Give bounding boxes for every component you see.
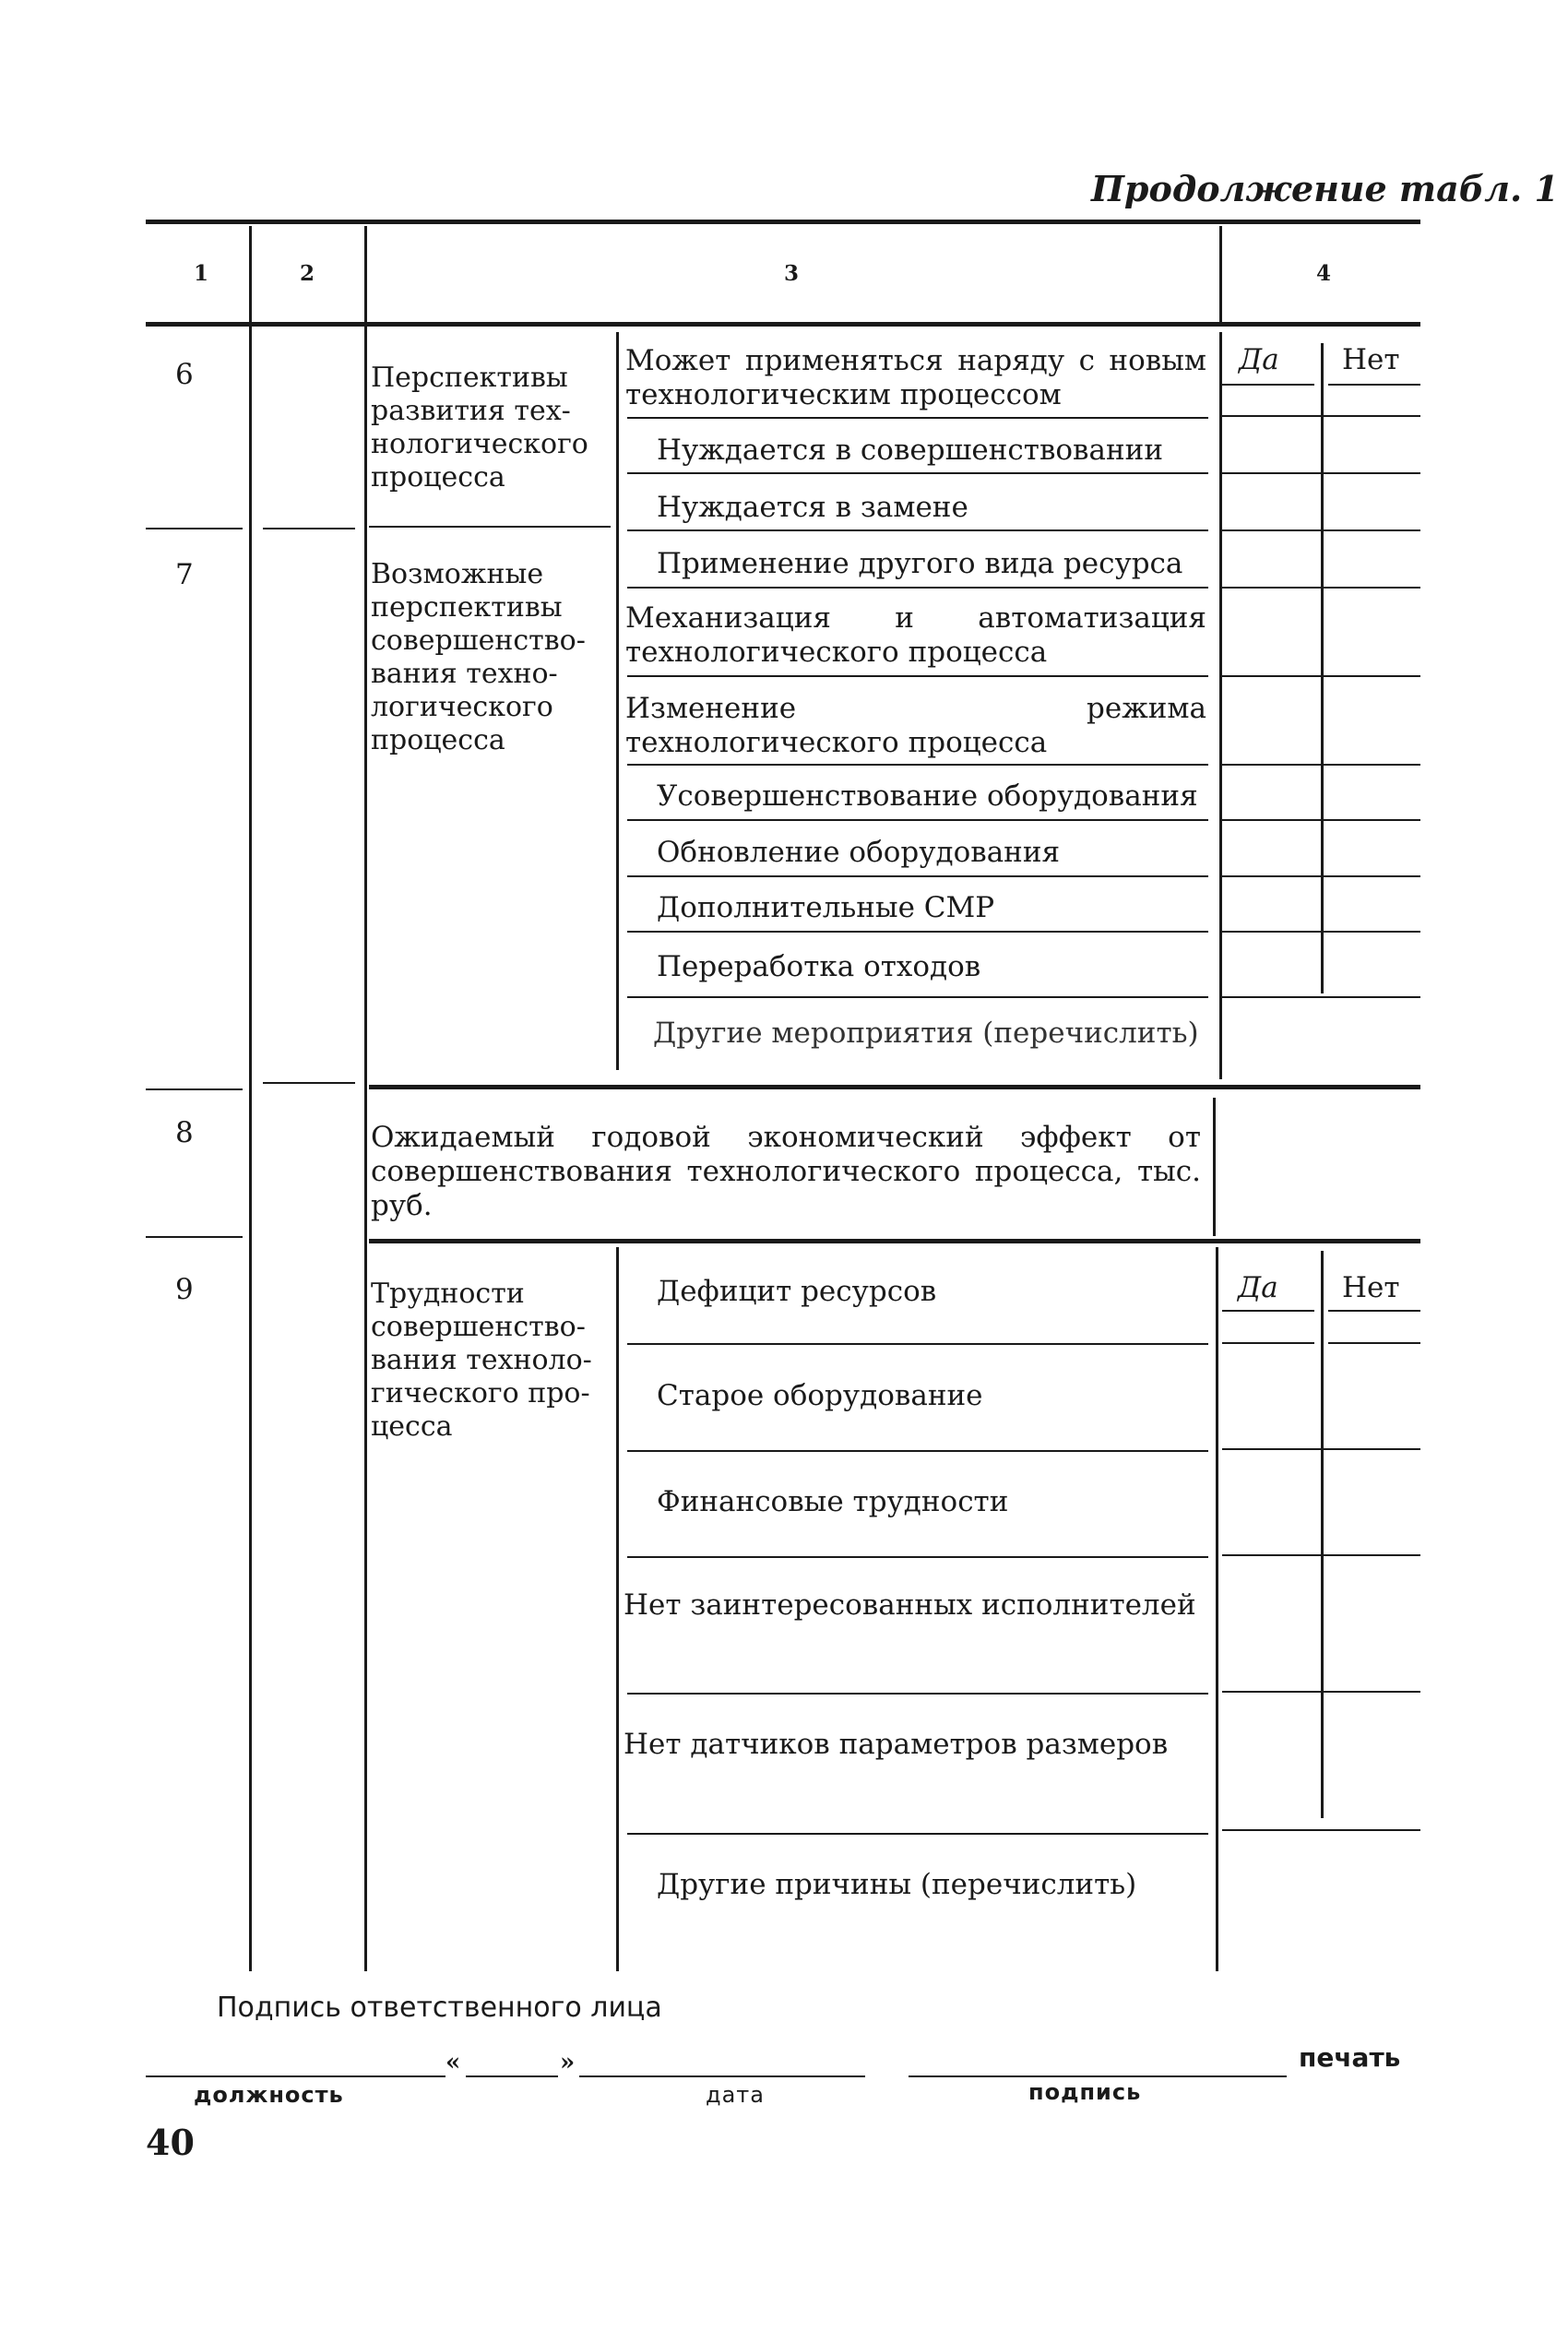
row9-yn-rule-1 bbox=[1222, 1448, 1420, 1450]
yes-no-divider-block3 bbox=[1321, 1251, 1324, 1818]
row6-item-1-rule bbox=[627, 417, 1208, 419]
row7-category: Возможные перспективы совершенство-вания техно-логического процесса bbox=[371, 558, 586, 756]
col-divider-3-4-header bbox=[1219, 226, 1222, 322]
row9-item-4: Нет заинтересованных исполнителей bbox=[624, 1588, 1196, 1622]
row9-item-2: Старое оборудование bbox=[657, 1379, 983, 1412]
position-label: должность bbox=[194, 2082, 344, 2108]
row7-yn-rule-2 bbox=[1222, 675, 1420, 677]
row6-row7-rule-col2 bbox=[263, 528, 355, 529]
row7-item-2: Механизация и автоматизация технологического процесса bbox=[625, 601, 1206, 669]
row7-row8-rule-col2 bbox=[263, 1082, 355, 1084]
row9-item-2-rule bbox=[627, 1450, 1208, 1452]
date-label: дата bbox=[706, 2082, 765, 2108]
table-caption: Продолжение табл. 1 bbox=[1091, 168, 1559, 209]
row9-yes-header: Да bbox=[1238, 1271, 1278, 1304]
row9-yn-rule-2 bbox=[1222, 1554, 1420, 1556]
row9-yn-rule-4 bbox=[1222, 1829, 1420, 1831]
row6-item-2-rule bbox=[627, 472, 1208, 474]
header-col-2: 2 bbox=[300, 261, 315, 286]
header-bottom-rule bbox=[146, 322, 1420, 327]
header-col-4: 4 bbox=[1316, 261, 1332, 286]
date-quote-open: « bbox=[445, 2049, 461, 2076]
date-quote-close: » bbox=[560, 2049, 576, 2076]
row7-item-3: Изменение режима технологического процесса bbox=[625, 692, 1206, 759]
signature-title: Подпись ответственного лица bbox=[217, 1992, 662, 2024]
subcol-divider-block1 bbox=[616, 332, 619, 1070]
sign-label: подпись bbox=[1028, 2079, 1142, 2105]
date-month-line bbox=[579, 2075, 865, 2077]
row7-item-5-rule bbox=[627, 875, 1208, 877]
col-divider-1-2 bbox=[249, 226, 252, 1971]
row7-row8-rule-main bbox=[369, 1085, 1420, 1089]
row6-yn-rule-a bbox=[1222, 384, 1314, 386]
row9-yn-rule-c bbox=[1222, 1342, 1314, 1344]
row9-item-3: Финансовые трудности bbox=[657, 1485, 1009, 1518]
row8-text: Ожидаемый годовой экономический эффект от совершенствования технологического процесса, тыс. руб. bbox=[371, 1121, 1201, 1222]
row7-yn-rule-6 bbox=[1222, 931, 1420, 933]
row9-no-header: Нет bbox=[1342, 1271, 1400, 1304]
row6-yn-rule-c bbox=[1222, 415, 1420, 417]
row9-yn-rule-b bbox=[1328, 1310, 1420, 1312]
seal-label: печать bbox=[1299, 2042, 1401, 2073]
signature-line bbox=[909, 2075, 1287, 2077]
row7-yn-rule-4 bbox=[1222, 819, 1420, 821]
header-col-1: 1 bbox=[194, 261, 209, 286]
row9-item-3-rule bbox=[627, 1556, 1208, 1558]
row7-item-6-rule bbox=[627, 931, 1208, 933]
row7-yn-rule-7 bbox=[1222, 996, 1420, 998]
row7-item-3-rule bbox=[627, 764, 1208, 766]
row6-item-2: Нуждается в совершенствовании bbox=[657, 434, 1163, 467]
row9-item-5-rule bbox=[627, 1833, 1208, 1835]
col-divider-3-4-block2 bbox=[1213, 1098, 1216, 1236]
col-divider-3-4-block1 bbox=[1219, 332, 1222, 1079]
row9-item-1: Дефицит ресурсов bbox=[657, 1275, 937, 1308]
row9-yn-rule-d bbox=[1328, 1342, 1420, 1344]
yes-no-divider-block1 bbox=[1321, 343, 1324, 993]
row9-item-4-rule bbox=[627, 1693, 1208, 1695]
date-day-line bbox=[466, 2075, 558, 2077]
col-divider-3-4-block3 bbox=[1216, 1247, 1218, 1971]
row7-item-8: Другие мероприятия (перечислить) bbox=[653, 1017, 1199, 1050]
row7-item-2-rule bbox=[627, 675, 1208, 677]
row6-yn-rule-d bbox=[1222, 472, 1420, 474]
row9-item-5: Нет датчиков параметров размеров bbox=[624, 1728, 1169, 1761]
row8-row9-rule-main bbox=[369, 1239, 1420, 1243]
row7-row8-rule-col1 bbox=[146, 1088, 243, 1090]
row9-item-6: Другие причины (перечислить) bbox=[657, 1868, 1137, 1901]
page-number: 40 bbox=[146, 2122, 195, 2163]
row-number-7: 7 bbox=[175, 558, 194, 591]
table-top-rule bbox=[146, 220, 1420, 224]
col-divider-2-3 bbox=[364, 226, 367, 1971]
row7-item-4-rule bbox=[627, 819, 1208, 821]
row-number-6: 6 bbox=[175, 358, 194, 391]
row9-yn-rule-3 bbox=[1222, 1691, 1420, 1693]
row9-yn-rule-a bbox=[1222, 1310, 1314, 1312]
row-number-9: 9 bbox=[175, 1273, 194, 1306]
row6-yn-rule-b bbox=[1328, 384, 1420, 386]
row7-yn-rule-3 bbox=[1222, 764, 1420, 766]
row6-no-header: Нет bbox=[1342, 343, 1400, 376]
row6-row7-rule-col3a bbox=[369, 526, 611, 528]
row6-row7-rule-col1 bbox=[146, 528, 243, 529]
row7-item-7-rule bbox=[627, 996, 1208, 998]
row7-item-4: Усовершенствование оборудования bbox=[657, 779, 1198, 813]
position-line bbox=[146, 2075, 445, 2077]
row6-item-3: Нуждается в замене bbox=[657, 491, 968, 524]
row8-row9-rule-col1 bbox=[146, 1236, 243, 1238]
row7-item-5: Обновление оборудования bbox=[657, 836, 1061, 869]
row6-row7-rule-col4 bbox=[1222, 529, 1420, 531]
header-col-3: 3 bbox=[784, 261, 800, 286]
subcol-divider-block3 bbox=[616, 1247, 619, 1971]
row7-yn-rule-5 bbox=[1222, 875, 1420, 877]
row9-item-1-rule bbox=[627, 1343, 1208, 1345]
row6-yes-header: Да bbox=[1239, 343, 1279, 376]
row6-category: Перспективы развития тех-нологического процесса bbox=[371, 362, 588, 494]
row6-row7-rule-col3b bbox=[627, 529, 1208, 531]
row7-yn-rule-1 bbox=[1222, 587, 1420, 589]
row-number-8: 8 bbox=[175, 1116, 194, 1149]
row7-item-1: Применение другого вида ресурса bbox=[657, 547, 1183, 580]
row7-item-7: Переработка отходов bbox=[657, 950, 981, 983]
row6-item-1: Может применяться наряду с новым технологическим процессом bbox=[625, 344, 1206, 411]
row7-item-1-rule bbox=[627, 587, 1208, 589]
row9-category: Трудности совершенство-вания техноло-гического про-цесса bbox=[371, 1278, 592, 1443]
row7-item-6: Дополнительные СМР bbox=[657, 891, 995, 924]
